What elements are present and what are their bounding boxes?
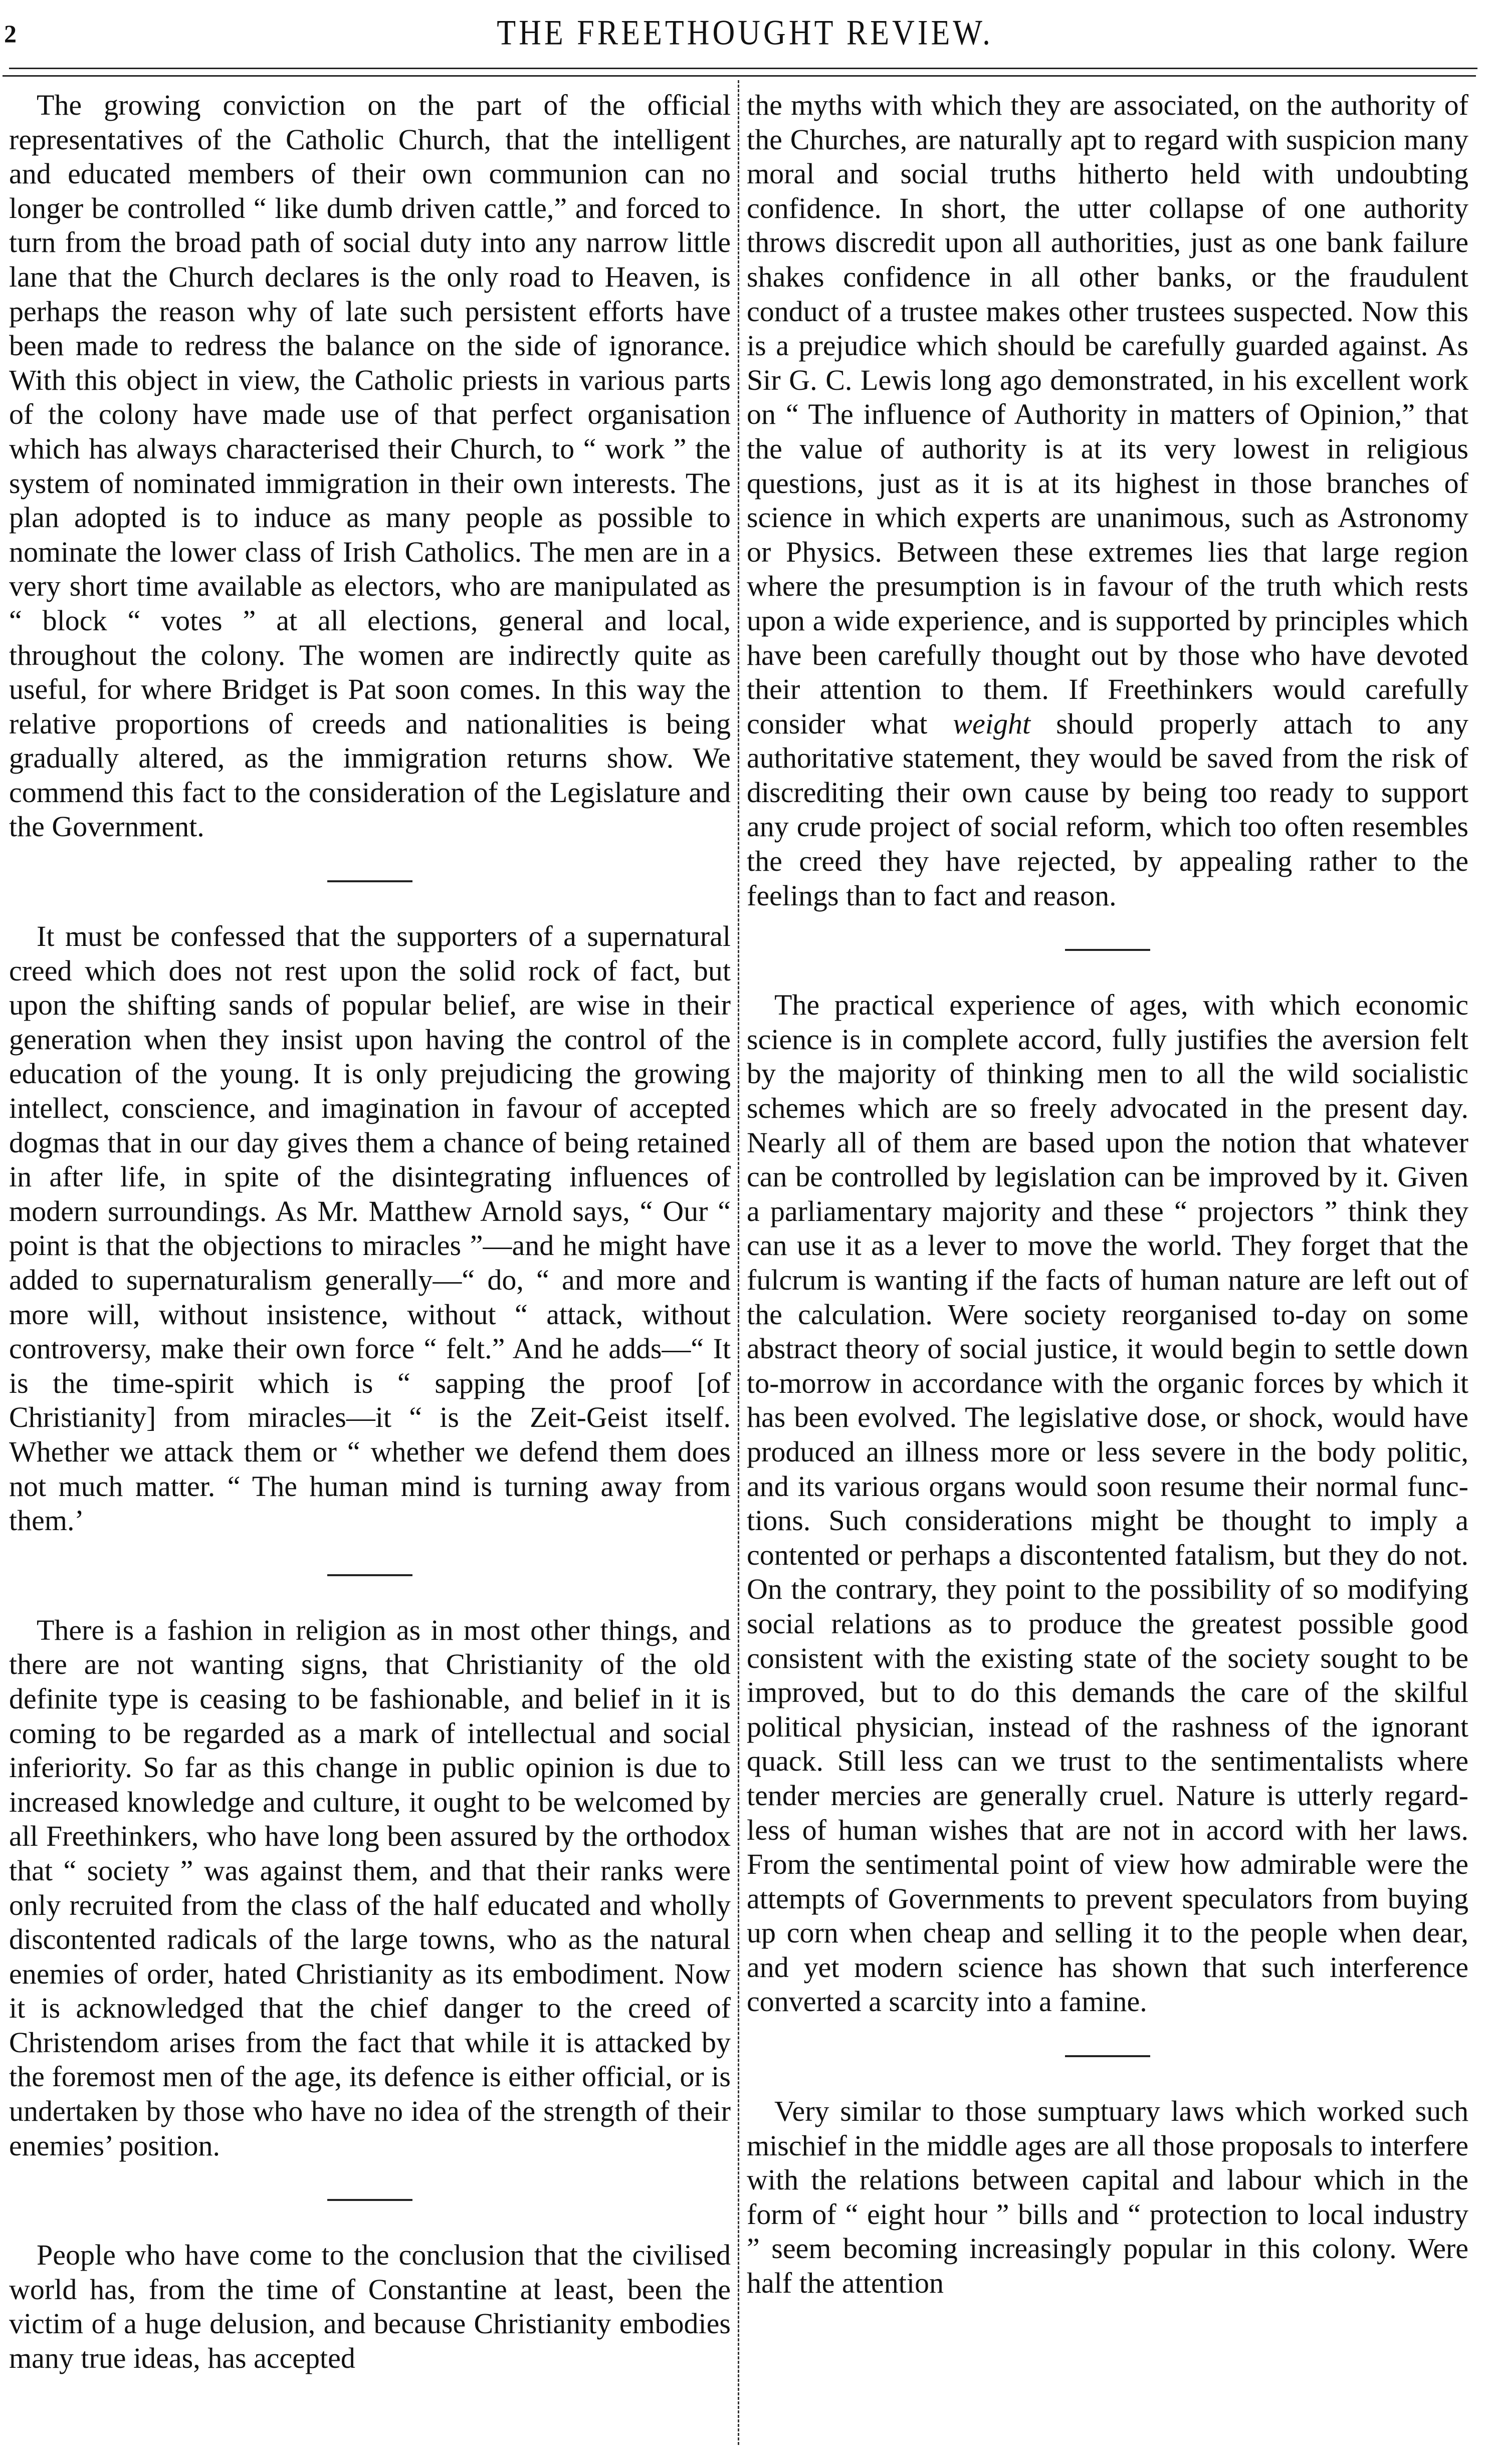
header-rule-top (9, 68, 1477, 69)
article-paragraph-catholic-immigration: The growing conviction on the part of the official representatives of the Catholic Church, that the intelligent and educated members of their own communion can no longer be controlled “ like dumb driven cattle,” and forced to turn from the broad path of social duty into any narrow little lane that the Church declares is the only road to Heaven, is perhaps the reason why of late such persistent efforts have been made to redress the balance on the side of ignorance. With this object in view, the Catholic priests in various parts of the colony have made use of that perfect organisation which has always characterised their Church, to “ work ” the system of nominated immigration in their own interests. The plan adopted is to induce as many people as possible to nominate the lower class of Irish Catholics. The men are in a very short time available as electors, who are manipulated as “ block “ votes ” at all elections, general and local, throughout the colony. The women are indirectly quite as useful, for where Bridget is Pat soon comes. In this way the relative proportions of creeds and nationalities is being gradually altered, as the immigration returns show. We commend this fact to the consideration of the Legislature and the Government. (9, 89, 731, 843)
section-separator (1065, 949, 1150, 951)
right-column (747, 88, 1468, 2301)
page-number: 2 (4, 20, 17, 48)
masthead-title: THE FREETHOUGHT REVIEW. (497, 13, 993, 53)
header-rule-bottom (3, 75, 1476, 77)
column-divider (738, 80, 739, 2445)
paragraph-text-part: should properly attach to any authoritative statement, they would be saved from the risk of discrediting their own cause by being too ready to support any crude project of social reform, which too often resembles the creed they have rejected, by appealing rather to the feelings than to fact and reason. (747, 707, 1469, 912)
article-paragraph-sumptuary-laws: Very similar to those sumptuary laws which worked such mischief in the middle ages are all those proposals to interfere with the relations between capital and labour which in the form of “ eight hour ” bills and “ protection to local industry ” seem becoming increasingly popular in this colony. Were half the attention (747, 2095, 1468, 2300)
section-separator (1065, 2055, 1150, 2057)
article-paragraph-authority-continued (747, 88, 1468, 913)
article-paragraph-education-control: It must be confessed that the supporters of a supernatural creed which does not rest upon the solid rock of fact, but upon the shifting sands of popular belief, are wise in their generation when they insist upon having the control of the education of the young. It is only prejudicing the growing intellect, conscience, and imagination in favour of accepted dogmas that in our day gives them a chance of being retained in after life, in spite of the disintegrating influences of modern surroundings. As Mr. Matthew Arnold says, “ Our “ point is that the objections to miracles ”—and he might have added to supernaturalism generally—“ do, “ and more and more will, without insistence, without “ attack, without controversy, make their own force “ felt.” And he adds—“ It is the time-spirit which is “ sapping the proof [of Christianity] from miracles—it “ is the Zeit-Geist itself. Whether we attack them or “ whether we defend them does not much matter. “ The human mind is turning away from them.’ (9, 920, 731, 1537)
section-separator (327, 2199, 412, 2201)
article-paragraph-constantine-delusion: People who have come to the conclusion that the civilised world has, from the time of Constantine at least, been the victim of a huge delusion, and because Christianity embodies many true ideas, has accepted (9, 2239, 731, 2375)
article-paragraph-fashion-in-religion: There is a fashion in religion as in most other things, and there are not wanting signs, that Christianity of the old definite type is ceasing to be fashionable, and belief in it is coming to be regarded as a mark of intellectual and social inferiority. So far as this change in public opinion is due to increased knowledge and culture, it ought to be welcomed by all Freethinkers, who have long been assured by the orthodox that “ society ” was against them, and that their ranks were only recruited from the class of the half educated and wholly discontented radicals of the large towns, who as the natural enemies of order, hated Christianity as its embodiment. Now it is acknowledged that the chief danger to the creed of Christendom arises from the fact that while it is attacked by the foremost men of the age, its defence is either official, or is undertaken by those who have no idea of the strength of their enemies’ position. (9, 1613, 731, 2162)
italic-emphasis-weight: weight (953, 707, 1031, 740)
paragraph-text-part: the myths with which they are associated, on the authority of the Churches, are naturally apt to regard with suspicion many moral and social truths hitherto held with undoubting confidence. In short, the utter collapse of one authority throws discredit upon all authorities, just as one bank failure shakes confidence in all other banks, or the fraudulent conduct of a trustee makes other trustees suspected. Now this is a prejudice which should be carefully guarded against. As Sir G. C. Lewis long ago demonstrated, in his excellent work on “ The influence of Authority in matters of Opinion,” that the value of authority is at its very lowest in religious questions, just as it is at its highest in those branches of science in which experts are unanimous, such as Astronomy or Physics. Between these extremes lies that large region where the presumption is in favour of the truth which rests upon a wide experience, and is supported by principles which have been carefully thought out by those who have devoted their attention to them. If Freethinkers would carefully consider what (747, 89, 1468, 740)
section-separator (327, 880, 412, 882)
section-separator (327, 1574, 412, 1576)
left-column (9, 88, 731, 2376)
article-paragraph-socialistic-schemes: The practical experience of ages, with which economic science is in complete accord, fully justifies the aversion felt by the majority of thinking men to all the wild socialistic schemes which are so freely advocated in the present day. Nearly all of them are based upon the notion that whatever can be controlled by legislation can be improved by it. Given a parliamentary majority and these “ projectors ” think they can use it as a lever to move the world. They forget that the fulcrum is wanting if the facts of human nature are left out of the calculation. Were society reorganised to-day on some abstract theory of social justice, it would begin to settle down to-morrow in accordance with the organic forces by which it has been evolved. The legislative dose, or shock, would have produced an illness more or less severe in the body politic, and its various organs would soon resume their normal functions. Such considerations might be thought to imply a contented or perhaps a discontented fatalism, but they do not. On the contrary, they point to the possibility of so modifying social relations as to produce the greatest possible good consistent with the existing state of the society sought to be improved, but to do this demands the care of the skilful political physician, instead of the rashness of the ignorant quack. Still less can we trust to the sentimentalists where tender mercies are generally cruel. Nature is utterly regardless of human wishes that are not in accord with her laws. From the sentimental point of view how admirable were the attempts of Governments to prevent speculators from buying up corn when cheap and selling it to the people when dear, and yet modern science has shown that such interference converted a scarcity into a famine. (747, 989, 1468, 2018)
